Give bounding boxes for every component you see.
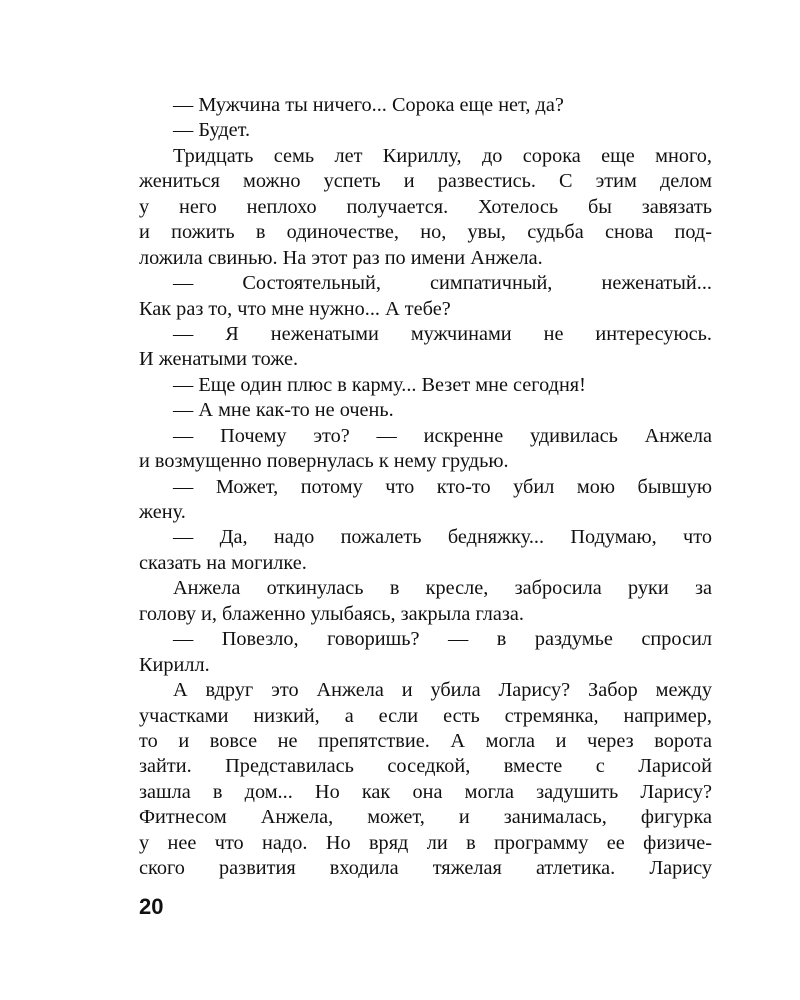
text-line: жениться можно успеть и развестись. С этим делом <box>139 170 712 193</box>
text-line: Фитнесом Анжела, может, и занималась, фигурка <box>139 806 712 829</box>
page-number: 20 <box>139 894 164 919</box>
text-line: — Еще один плюс в карму... Везет мне сегодня! <box>173 373 586 396</box>
text-line: — Состоятельный, симпатичный, неженатый... <box>173 272 712 295</box>
text-line: и возмущенно повернулась к нему грудью. <box>139 450 509 473</box>
text-line: зайти. Представилась соседкой, вместе с Ларисой <box>139 755 712 778</box>
text-line: — Будет. <box>173 119 251 142</box>
text-line: ложила свинью. На этот раз по имени Анжела. <box>139 246 543 269</box>
text-line: сказать на могилке. <box>139 551 307 574</box>
text-line: Кирилл. <box>139 653 210 676</box>
text-line: то и вовсе не препятствие. А могла и через ворота <box>139 729 712 752</box>
text-line: — Я неженатыми мужчинами не интересуюсь. <box>173 322 712 345</box>
text-line: зашла в дом... Но как она могла задушить Ларису? <box>139 780 712 803</box>
text-line: И женатыми тоже. <box>139 348 299 371</box>
text-line: Анжела откинулась в кресле, забросила руки за <box>173 577 712 600</box>
text-line: и пожить в одиночестве, но, увы, судьба снова под- <box>139 221 712 244</box>
text-line: — Да, надо пожалеть бедняжку... Подумаю, что <box>173 526 712 549</box>
text-line: голову и, блаженно улыбаясь, закрыла глаза. <box>139 602 524 625</box>
text-line: участками низкий, а если есть стремянка, например, <box>139 704 712 727</box>
page-text <box>139 93 712 882</box>
text-line: жену. <box>139 501 186 523</box>
text-line: — Повезло, говоришь? — в раздумье спросил <box>173 628 712 651</box>
text-line: Тридцать семь лет Кириллу, до сорока еще много, <box>173 144 712 167</box>
text-line: у него неплохо получается. Хотелось бы завязать <box>139 195 712 218</box>
text-line: ского развития входила тяжелая атлетика. Ларису <box>139 857 712 880</box>
text-line: — Может, потому что кто-то убил мою бывшую <box>173 475 712 498</box>
text-line: Как раз то, что мне нужно... А тебе? <box>139 297 451 320</box>
text-line: у нее что надо. Но вряд ли в программу ее физиче- <box>139 831 712 854</box>
text-line: — Почему это? — искренне удивилась Анжела <box>173 424 712 447</box>
text-line: А вдруг это Анжела и убила Ларису? Забор между <box>173 679 712 702</box>
text-line: — А мне как-то не очень. <box>173 399 394 422</box>
text-line: — Мужчина ты ничего... Сорока еще нет, да? <box>173 94 564 116</box>
